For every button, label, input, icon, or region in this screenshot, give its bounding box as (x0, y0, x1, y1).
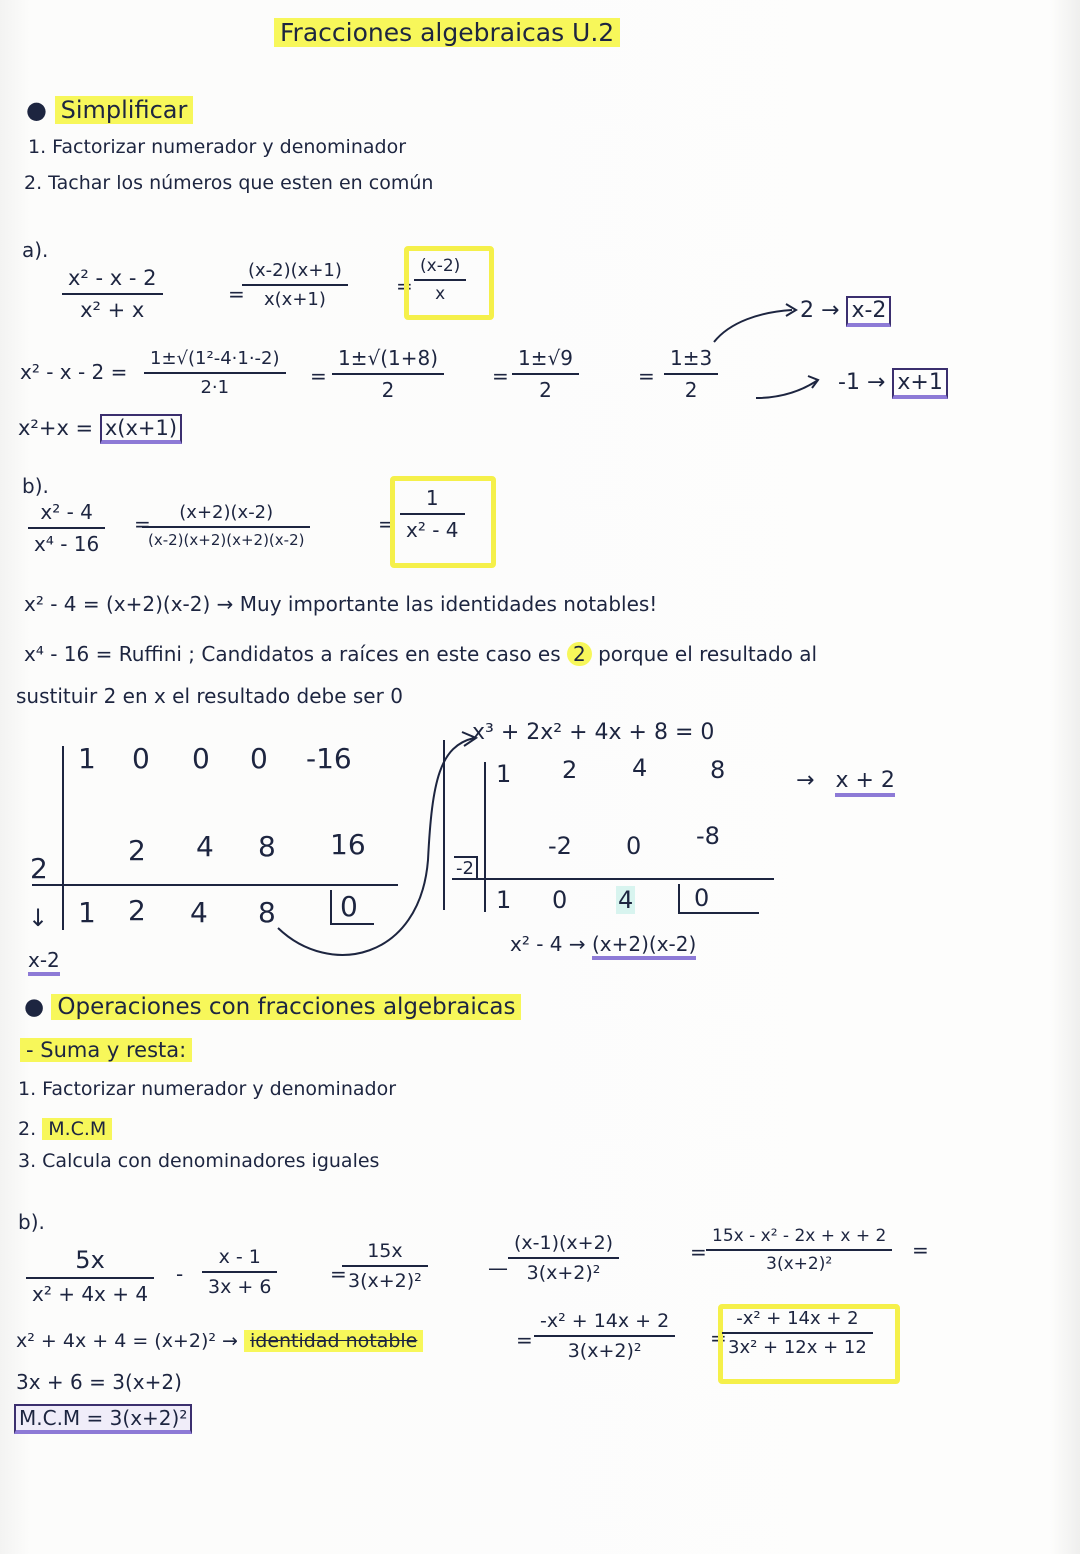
numerator: x² - x - 2 (68, 266, 157, 290)
numerator: -x² + 14x + 2 (540, 1310, 670, 1332)
step-2: 2. Tachar los números que esten en común (24, 172, 434, 194)
arrow-curve-icon (756, 380, 818, 398)
example-label: b). (18, 1210, 45, 1234)
denominator: 3x + 6 (208, 1276, 272, 1298)
page-title: Fracciones algebraicas U.2 (274, 18, 620, 47)
ruffini-result: 4 (190, 896, 208, 929)
root-label: -1 → (838, 370, 886, 395)
ruffini-divisor: 2 (30, 852, 48, 885)
lhs: x²+x = (18, 416, 94, 440)
note-text: x⁴ - 16 = Ruffini ; Candidatos a raíces en este caso es (24, 642, 561, 666)
ruffini-remainder: 0 (678, 884, 759, 914)
ruffini-product: -2 (548, 832, 572, 860)
denominator-factor: 3x + 6 = 3(x+2) (16, 1370, 182, 1394)
ruffini-coef: 1 (78, 742, 96, 775)
numerator: x² - 4 (40, 500, 93, 524)
ruffini-coef: 0 (132, 742, 150, 775)
subsection-heading: - Suma y resta: (20, 1038, 192, 1062)
arrow-down-icon: ↓ (28, 904, 49, 932)
numerator: -x² + 14x + 2 (736, 1308, 859, 1329)
ruffini-product: 4 (196, 830, 214, 863)
section-heading: Operaciones con fracciones algebraicas (51, 994, 521, 1020)
denominator: 3(x+2)² (348, 1270, 422, 1292)
denominator: x(x+1) (264, 289, 326, 310)
root-label: 2 → (800, 298, 840, 323)
example-label: b). (22, 474, 49, 498)
equals-sign: = (310, 364, 327, 388)
equals-sign: = (396, 274, 413, 298)
numerator: (x-1)(x+2) (514, 1232, 614, 1254)
numerator: 1±3 (670, 346, 713, 370)
ruffini-factor: x + 2 (835, 768, 894, 797)
arrow-right-icon: → (796, 768, 815, 793)
denominator: 2 (381, 378, 395, 402)
ruffini-result: 1 (78, 896, 96, 929)
ruffini-coef: 1 (496, 760, 512, 788)
equals-sign: = (690, 1240, 707, 1264)
ruffini-product: 16 (330, 828, 366, 861)
numerator: x - 1 (218, 1246, 261, 1268)
identity-note: x² - 4 = (x+2)(x-2) → Muy importante las identidades notables! (24, 592, 658, 616)
ruffini-product: 8 (258, 830, 276, 863)
denominator: 3(x+2)² (526, 1262, 601, 1284)
quadratic-lhs: x² - x - 2 = (20, 360, 128, 384)
equals-sign: = (228, 282, 245, 306)
quotient: x² - 4 → (510, 932, 586, 956)
equals-sign: = (378, 512, 395, 536)
denominator: (x-2)(x+2)(x+2)(x-2) (148, 531, 305, 549)
ruffini-factor: x-2 (28, 948, 60, 976)
ruffini-coef: 8 (710, 756, 726, 784)
denominator: 2·1 (200, 377, 230, 398)
note-text: porque el resultado al (598, 642, 818, 666)
numerator: (x+2)(x-2) (179, 502, 274, 523)
step-1: 1. Factorizar numerador y denominador (18, 1078, 397, 1100)
note-text: x² + 4x + 4 = (x+2)² → (16, 1330, 238, 1352)
step-number: 2. (18, 1118, 37, 1140)
ruffini-coef: 2 (562, 756, 578, 784)
root-factor: x-2 (846, 296, 891, 327)
denominator: 2 (539, 378, 552, 402)
denominator: x² + 4x + 4 (32, 1282, 149, 1306)
denominator: x⁴ - 16 (34, 532, 100, 556)
bullet-icon: ● (24, 994, 45, 1020)
ruffini-product: -8 (696, 822, 720, 850)
denominator: x² + x (80, 298, 145, 322)
denominator: 3(x+2)² (766, 1254, 833, 1274)
numerator: 1±√(1+8) (338, 346, 439, 370)
numerator: 5x (75, 1246, 105, 1274)
numerator: 15x (367, 1240, 403, 1262)
ruffini-note-2: sustituir 2 en x el resultado debe ser 0 (16, 684, 403, 708)
ruffini-divisor: -2 (454, 856, 478, 879)
ruffini-coef: 0 (250, 742, 268, 775)
ruffini-result: 4 (618, 886, 634, 914)
denominator: x² - 4 (406, 518, 459, 542)
equals-sign: = (492, 364, 509, 388)
ruffini-result: 8 (258, 896, 276, 929)
ruffini-result: 2 (128, 894, 146, 927)
quotient-factored: (x+2)(x-2) (592, 932, 696, 960)
ruffini-polynomial: x³ + 2x² + 4x + 8 = 0 (472, 720, 715, 745)
denominator: 3(x+2)² (567, 1340, 642, 1362)
ruffini-result: 1 (496, 886, 512, 914)
ruffini-coef: 0 (192, 742, 210, 775)
arrow-curve-icon (714, 310, 792, 342)
minus-sign: - (176, 1262, 184, 1286)
step-highlight: M.C.M (42, 1118, 112, 1140)
equals-sign: = (710, 1326, 727, 1350)
equals-sign: = (134, 512, 151, 536)
equals-sign: = (330, 1262, 347, 1286)
ruffini-product: 0 (626, 832, 642, 860)
numerator: (x-2)(x+1) (248, 260, 342, 281)
bullet-icon: ● (26, 96, 47, 124)
mcm-boxed: M.C.M = 3(x+2)² (14, 1404, 192, 1434)
step-1: 1. Factorizar numerador y denominador (28, 136, 407, 158)
root-factor: x+1 (892, 368, 947, 399)
ruffini-remainder: 0 (330, 890, 374, 925)
section-heading: Simplificar (55, 96, 194, 124)
ruffini-coef: 4 (632, 754, 648, 782)
numerator: 1 (425, 486, 439, 510)
numerator: (x-2) (420, 256, 461, 276)
numerator: 1±√(1²-4·1·-2) (150, 348, 280, 369)
candidate-highlight: 2 (567, 642, 592, 666)
denominator: x (435, 284, 446, 304)
equals-sign: = (912, 1238, 929, 1262)
numerator: 15x - x² - 2x + x + 2 (712, 1226, 887, 1246)
denominator: 3x² + 12x + 12 (728, 1337, 867, 1358)
identity-label: identidad notable (244, 1330, 423, 1352)
ruffini-result: 0 (552, 886, 568, 914)
equals-sign: = (516, 1328, 533, 1352)
numerator: 1±√9 (518, 346, 573, 370)
step-3: 3. Calcula con denominadores iguales (18, 1150, 380, 1172)
example-label: a). (22, 238, 49, 262)
ruffini-product: 2 (128, 834, 146, 867)
denominator: 2 (684, 378, 698, 402)
ruffini-coef: -16 (306, 742, 352, 775)
equals-sign: = (638, 364, 655, 388)
minus-sign: — (488, 1256, 508, 1280)
boxed-factor: x(x+1) (100, 414, 182, 444)
